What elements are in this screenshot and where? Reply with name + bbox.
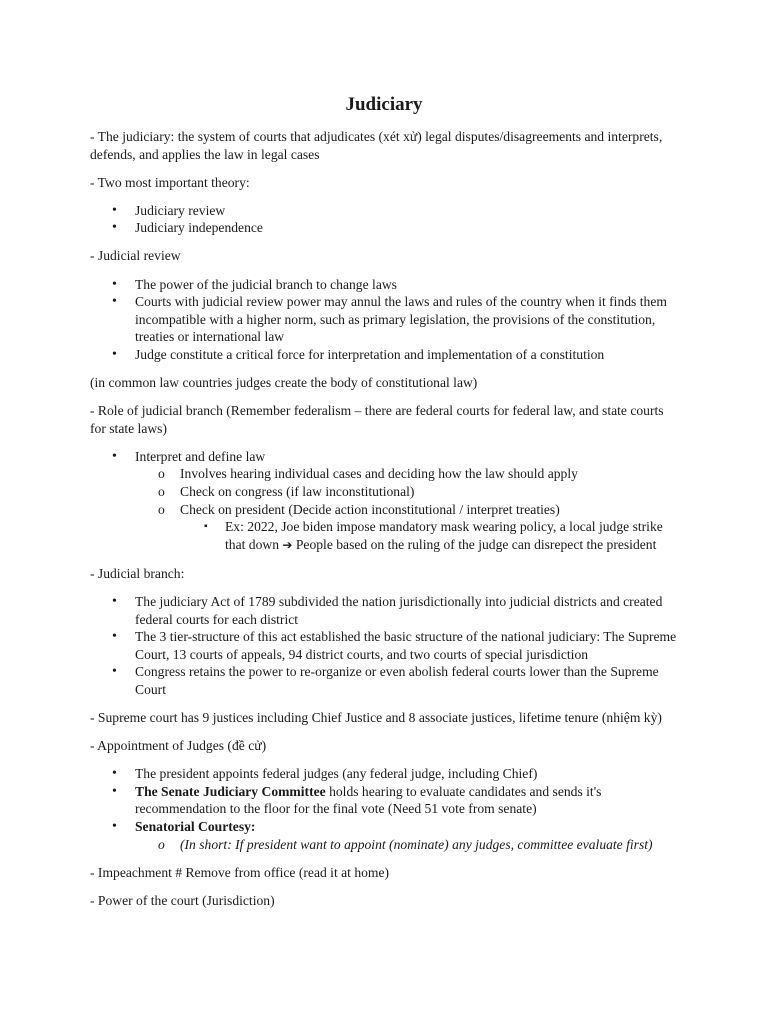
bullet-icon: • — [112, 766, 117, 782]
paragraph-appointment: - Appointment of Judges (đề cử) — [90, 738, 267, 754]
paragraph-court-power: - Power of the court (Jurisdiction) — [90, 892, 275, 908]
bullet-icon: • — [112, 819, 117, 834]
circle-bullet-icon: o — [158, 836, 165, 852]
page-title: Judiciary — [345, 94, 423, 115]
theory-list — [90, 202, 682, 237]
list-item: ▪ Ex: 2022, Joe biden impose mandatory mask wearing policy, a local judge strike that down ➔ People based on the ruling of the judge can disrepect the president — [204, 519, 663, 552]
list-item: • Senatorial Courtesy: o (In short: If president want to appoint (nominate) any judges, committee evaluate first) — [90, 818, 682, 853]
list-item: • The president appoints federal judges (any federal judge, including Chief) — [112, 766, 538, 782]
list-item: o Involves hearing individual cases and deciding how the law should apply — [158, 466, 578, 482]
list-item: • The power of the judicial branch to change laws — [112, 276, 397, 292]
list-item: • Interpret and define law o Involves hearing individual cases and deciding how the law should apply o Check on congress (if law inconstitutional) o Check on president (Decide action inconstitutional / interpret treaties) ▪ Ex: 2022, Joe biden impose mandatory mask wearing policy, a local judge strike that down ➔ People based on the ruling of the judge can disrepect the president — [90, 448, 682, 555]
paragraph-impeachment: - Impeachment # Remove from office (read it at home) — [90, 864, 390, 880]
circle-bullet-icon: o — [158, 501, 165, 517]
paragraph-supreme-court: - Supreme court has 9 justices including Chief Justice and 8 associate justices, lifetime tenure (nhiệm kỳ) — [90, 710, 662, 726]
role-example-list — [180, 518, 682, 554]
square-bullet-icon: ▪ — [204, 521, 208, 533]
bullet-icon: • — [112, 346, 117, 362]
list-item: o Check on congress (if law inconstitutional) — [158, 484, 415, 499]
paragraph-role: - Role of judicial branch (Remember federalism – there are federal courts for federal law, and state courts for state laws) — [90, 403, 664, 436]
bullet-icon: • — [112, 664, 117, 680]
list-item: • Courts with judicial review power may annul the laws and rules of the country when it finds them incompatible with a higher norm, such as primary legislation, the provisions of the constitution, treaties or international law — [112, 294, 667, 345]
circle-bullet-icon: o — [158, 466, 165, 482]
bullet-icon: • — [112, 294, 117, 310]
review-list — [90, 276, 682, 364]
list-item: • The Senate Judiciary Committee holds hearing to evaluate candidates and sends it's recommendation to the floor for the final vote (Need 51 vote from senate) — [112, 783, 602, 817]
list-item: • Congress retains the power to re-organize or even abolish federal courts lower than the Supreme Court — [112, 664, 659, 697]
bullet-icon: • — [112, 220, 117, 236]
list-item: o Check on president (Decide action inconstitutional / interpret treaties) ▪ Ex: 2022, Joe biden impose mandatory mask wearing policy, a local judge strike that down ➔ People based on the ruling of the judge can disrepect the president — [135, 501, 682, 555]
role-list — [90, 448, 682, 555]
bullet-icon: • — [112, 448, 117, 464]
appointment-sublist — [135, 836, 682, 854]
arrow-right-icon: ➔ — [282, 537, 293, 552]
role-sublist — [135, 465, 682, 554]
bullet-icon: • — [112, 593, 117, 609]
paragraph-judicial-branch: - Judicial branch: — [90, 565, 185, 581]
circle-bullet-icon: o — [158, 484, 165, 499]
list-item: • The judiciary Act of 1789 subdivided the nation jurisdictionally into judicial districts and created federal courts for each district — [112, 593, 663, 627]
document-body — [90, 128, 682, 920]
paragraph-judicial-review: - Judicial review — [90, 248, 181, 264]
list-item: o (In short: If president want to appoint (nominate) any judges, committee evaluate first) — [158, 836, 653, 852]
paragraph-theory-heading: - Two most important theory: — [90, 174, 250, 190]
paragraph-common-law: (in common law countries judges create the body of constitutional law) — [90, 375, 478, 391]
bullet-icon: • — [112, 629, 117, 645]
list-item: • Judge constitute a critical force for interpretation and implementation of a constitution — [112, 346, 605, 362]
branch-list — [90, 593, 682, 699]
list-item: • Judiciary review — [112, 202, 226, 218]
appointment-list — [90, 765, 682, 853]
bullet-icon: • — [112, 276, 117, 292]
paragraph-definition: - The judiciary: the system of courts that adjudicates (xét xử) legal disputes/disagreements and interprets, defends, and applies the law in legal cases — [90, 129, 663, 162]
bullet-icon: • — [112, 783, 117, 799]
bullet-icon: • — [112, 202, 117, 218]
list-item: • Judiciary independence — [112, 220, 263, 236]
list-item: • The 3 tier-structure of this act established the basic structure of the national judiciary: The Supreme Court, 13 courts of appeals, 94 district courts, and two courts of special jurisdiction — [112, 629, 677, 662]
